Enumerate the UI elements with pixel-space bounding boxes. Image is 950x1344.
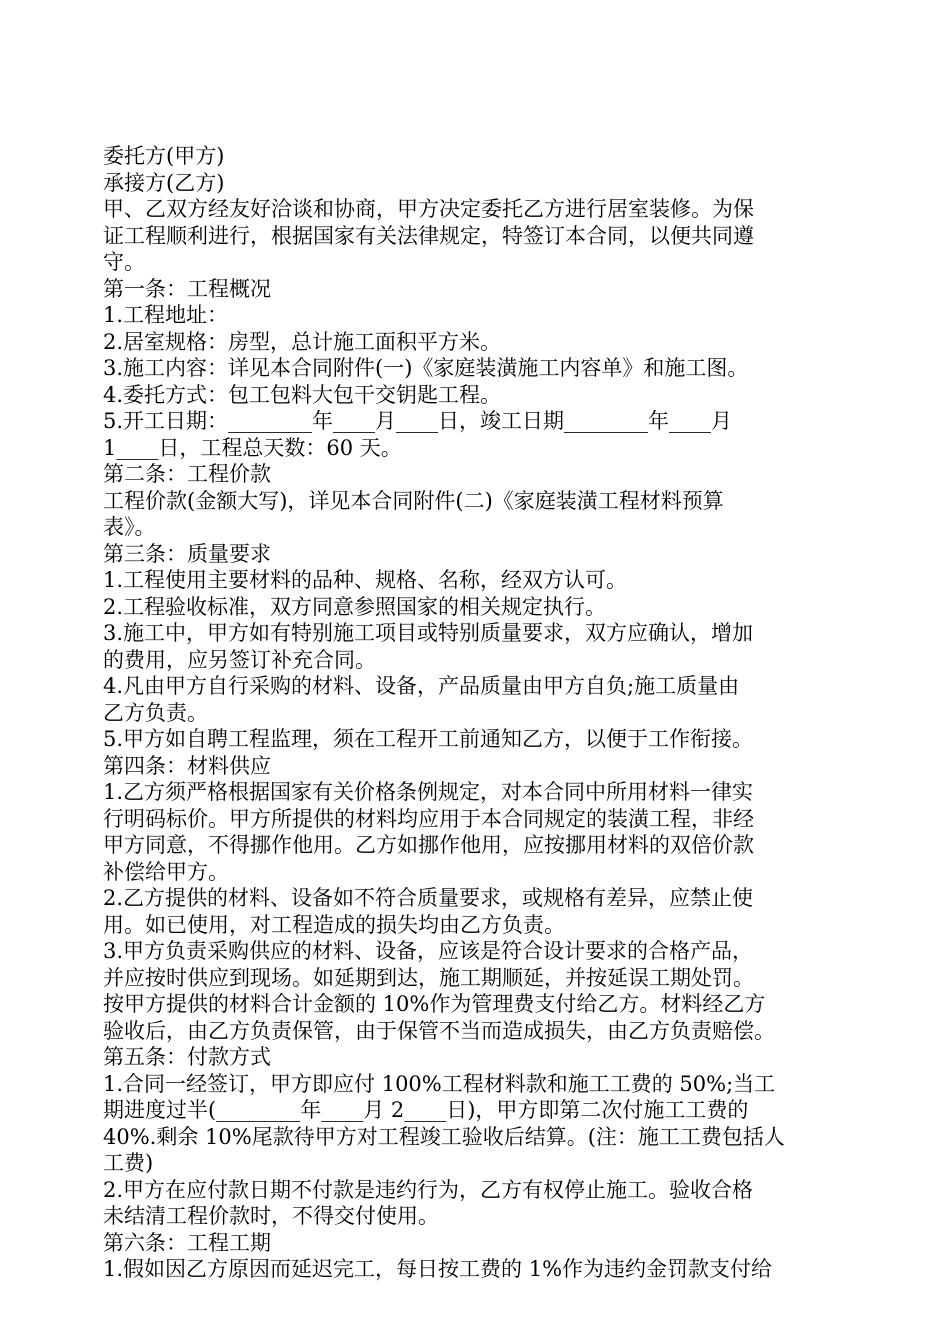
article-4-heading: 第四条：材料供应 (103, 753, 271, 778)
article-4-item: 按甲方提供的材料合计金额的 10%作为管理费支付给乙方。材料经乙方 (103, 992, 766, 1016)
article-4-item: 行明码标价。甲方所提供的材料均应用于本合同规定的装潢工程，非经 (103, 806, 754, 831)
article-1-heading: 第一条：工程概况 (103, 276, 271, 301)
article-6-heading: 第六条：工程工期 (103, 1230, 271, 1255)
preamble-line: 甲、乙双方经友好洽谈和协商，甲方决定委托乙方进行居室装修。为保 (103, 197, 754, 221)
article-4-item: 并应按时供应到现场。如延期到达，施工期顺延，并按延误工期处罚。 (103, 965, 754, 990)
article-3-item: 1.工程使用主要材料的品种、规格、名称，经双方认可。 (103, 568, 628, 592)
article-6-item: 1.假如因乙方原因而延迟完工，每日按工费的 1%作为违约金罚款支付给 (103, 1257, 773, 1281)
article-3-item: 4.凡由甲方自行采购的材料、设备，产品质量由甲方自负;施工质量由 (103, 674, 740, 698)
article-3-item: 3.施工中，甲方如有特别施工项目或特别质量要求，双方应确认，增加 (103, 621, 754, 645)
preamble-line: 守。 (103, 250, 145, 274)
article-1-item: 2.居室规格：房型，总计施工面积平方米。 (103, 329, 502, 354)
article-4-item: 甲方同意，不得挪作他用。乙方如挪作他用，应按挪用材料的双倍价款 (103, 833, 754, 857)
article-1-item: 5.开工日期：________年____月____日，竣工日期________年____月 (103, 409, 733, 433)
article-2-heading: 第二条：工程价款 (103, 462, 271, 486)
article-5-heading: 第五条：付款方式 (103, 1045, 271, 1069)
article-4-item: 2.乙方提供的材料、设备如不符合质量要求，或规格有差异，应禁止使 (103, 886, 754, 910)
article-3-item: 2.工程验收标准，双方同意参照国家的相关规定执行。 (103, 594, 607, 619)
article-4-item: 1.乙方须严格根据国家有关价格条例规定，对本合同中所用材料一律实 (103, 780, 754, 804)
party-b-label: 承接方(乙方) (103, 170, 225, 195)
party-a-label: 委托方(甲方) (103, 144, 225, 168)
article-5-item: 2.甲方在应付款日期不付款是违约行为，乙方有权停止施工。验收合格 (103, 1177, 754, 1202)
article-3-heading: 第三条：质量要求 (103, 541, 271, 566)
article-1-item: 1____日，工程总天数：60 天。 (103, 435, 402, 460)
article-1-item: 1.工程地址： (103, 303, 229, 327)
article-1-item: 4.委托方式：包工包料大包干交钥匙工程。 (103, 382, 502, 407)
article-5-item: 1.合同一经签订，甲方即应付 100%工程材料款和施工工费的 50%;当工 (103, 1071, 776, 1096)
article-3-item: 的费用，应另签订补充合同。 (103, 647, 376, 672)
article-3-item: 乙方负责。 (103, 700, 208, 725)
contract-document (103, 143, 873, 1283)
article-5-item: 未结清工程价款时，不得交付使用。 (103, 1204, 439, 1228)
article-5-item: 40%.剩余 10%尾款待甲方对工程竣工验收后结算。(注：施工工费包括人 (103, 1124, 785, 1149)
preamble-line: 证工程顺利进行，根据国家有关法律规定，特签订本合同，以便共同遵 (103, 223, 754, 248)
article-2-text: 工程价款(金额大写)，详见本合同附件(二)《家庭装潢工程材料预算 (103, 488, 724, 513)
article-1-item: 3.施工内容：详见本合同附件(一)《家庭装潢施工内容单》和施工图。 (103, 356, 749, 380)
article-2-text: 表》。 (103, 515, 156, 539)
article-4-item: 用。如已使用，对工程造成的损失均由乙方负责。 (103, 912, 565, 937)
article-5-item: 期进度过半(________年____月 2____日)，甲方即第二次付施工工费的 (103, 1098, 749, 1122)
article-4-item: 补偿给甲方。 (103, 859, 229, 884)
article-4-item: 3.甲方负责采购供应的材料、设备，应该是符合设计要求的合格产品， (103, 939, 754, 963)
article-3-item: 5.甲方如自聘工程监理，须在工程开工前通知乙方，以便于工作衔接。 (103, 727, 754, 751)
article-4-item: 验收后，由乙方负责保管，由于保管不当而造成损失，由乙方负责赔偿。 (103, 1018, 775, 1043)
article-5-item: 工费) (103, 1151, 154, 1175)
